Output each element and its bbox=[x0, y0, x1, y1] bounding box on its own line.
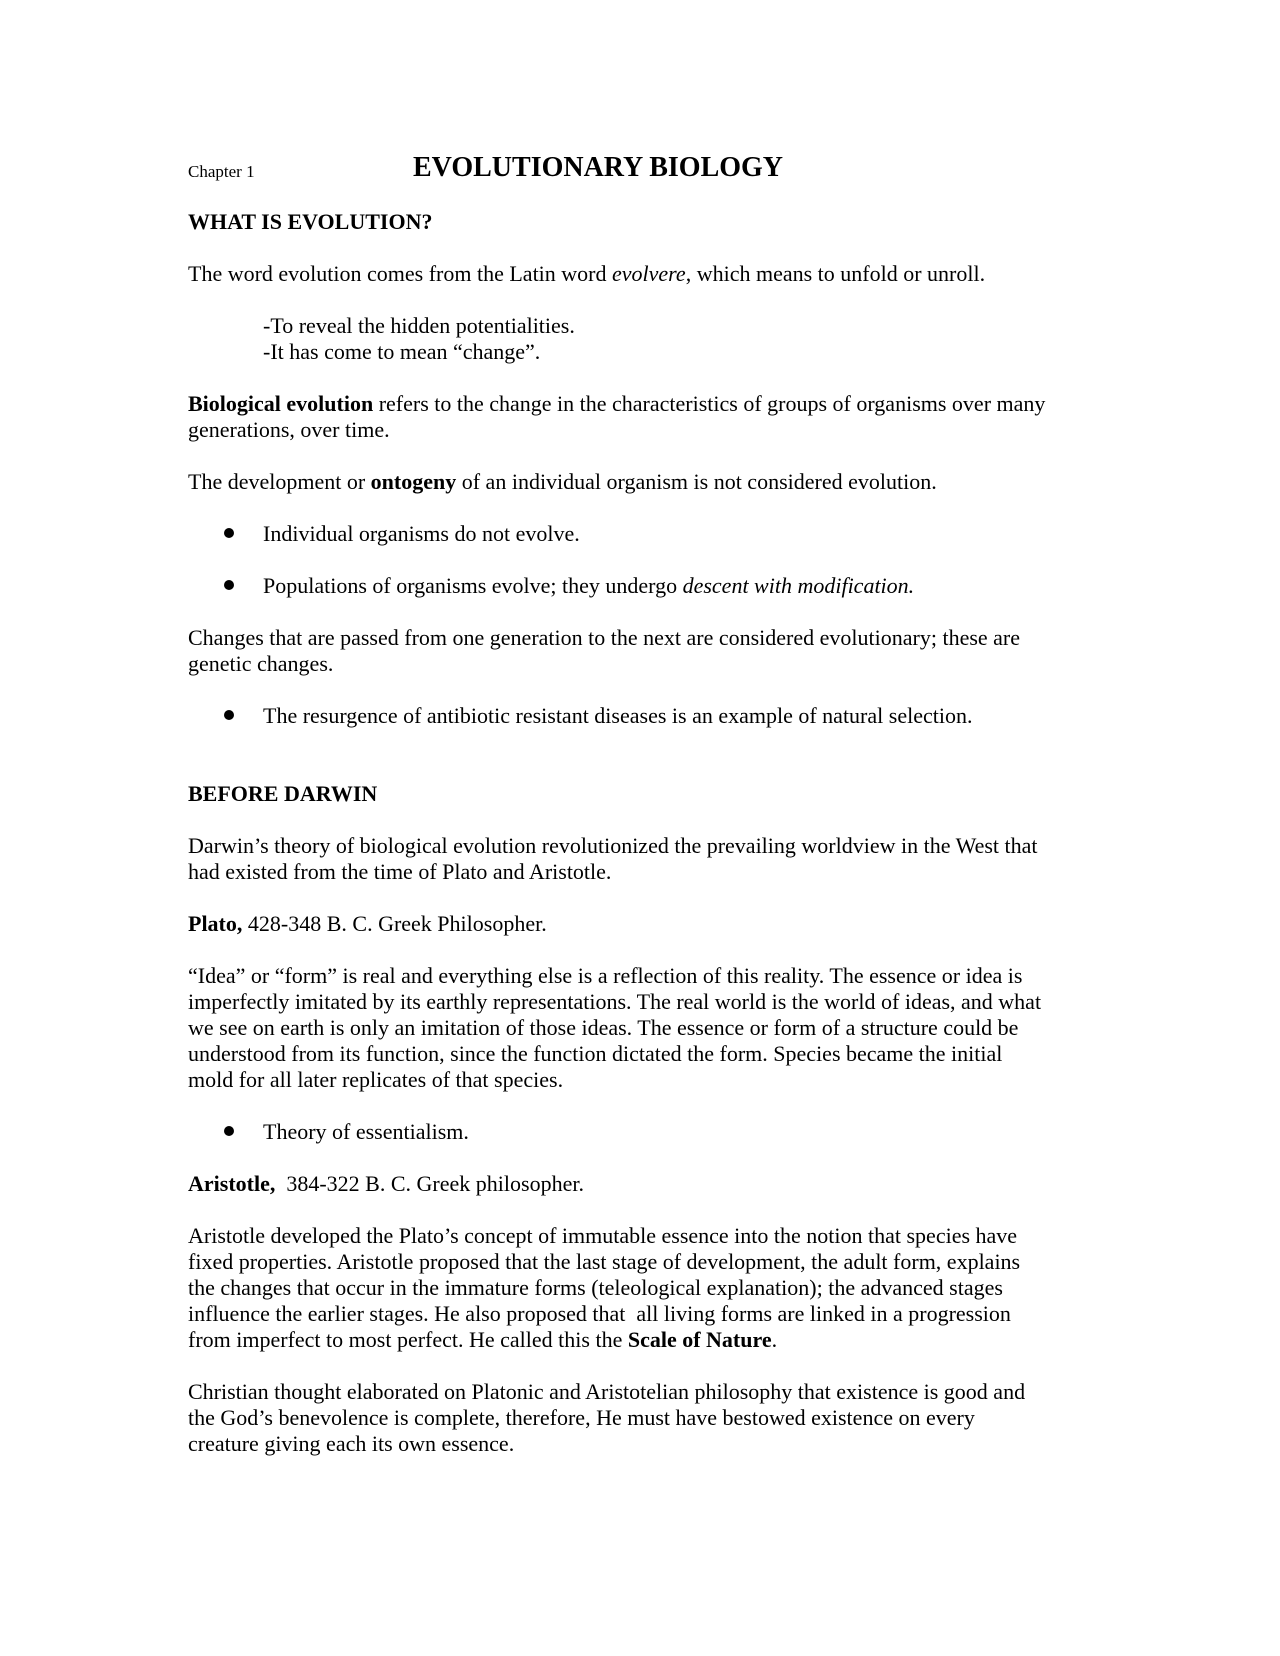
aristotle-paragraph-last-line: from imperfect to most perfect. He called this the Scale of Nature. bbox=[188, 1327, 778, 1352]
bullet-dot bbox=[224, 710, 234, 720]
paragraph-darwin: Darwin’s theory of biological evolution revolutionized the prevailing worldview in the West that bbox=[188, 833, 1038, 858]
paragraph-genetic-changes: Changes that are passed from one generation to the next are considered evolutionary; these are bbox=[188, 625, 1021, 650]
aristotle-heading: Aristotle, 384-322 B. C. Greek philosopher. bbox=[188, 1171, 584, 1196]
plato-heading: Plato, 428-348 B. C. Greek Philosopher. bbox=[188, 911, 547, 936]
aristotle-paragraph-line: fixed properties. Aristotle proposed that the last stage of development, the adult form, explains bbox=[188, 1249, 1021, 1274]
section-heading-what-is-evolution: WHAT IS EVOLUTION? bbox=[188, 209, 433, 234]
paragraph-ontogeny: The development or ontogeny of an individual organism is not considered evolution. bbox=[188, 469, 937, 494]
plato-paragraph-line: “Idea” or “form” is real and everything else is a reflection of this reality. The essence or idea is bbox=[188, 963, 1023, 988]
paragraph-biological-evolution: Biological evolution refers to the change in the characteristics of groups of organisms over many bbox=[188, 391, 1046, 416]
bullet-dot bbox=[224, 1126, 234, 1136]
section-heading-before-darwin: BEFORE DARWIN bbox=[188, 781, 378, 806]
paragraph-genetic-changes-line2: genetic changes. bbox=[188, 651, 334, 676]
paragraph-etymology: The word evolution comes from the Latin word evolvere, which means to unfold or unroll. bbox=[188, 261, 986, 286]
plato-paragraph-line: imperfectly imitated by its earthly representations. The real world is the world of ideas, and what bbox=[188, 989, 1042, 1014]
sub-item-reveal: -To reveal the hidden potentialities. bbox=[263, 313, 575, 338]
plato-paragraph-line: we see on earth is only an imitation of those ideas. The essence or form of a structure could be bbox=[188, 1015, 1019, 1040]
paragraph-darwin-line2: had existed from the time of Plato and Aristotle. bbox=[188, 859, 612, 884]
plato-paragraph-line: mold for all later replicates of that species. bbox=[188, 1067, 564, 1092]
christian-paragraph-line: creature giving each its own essence. bbox=[188, 1431, 515, 1456]
bullet-dot bbox=[224, 580, 234, 590]
plato-paragraph-line: understood from its function, since the function dictated the form. Species became the initial bbox=[188, 1041, 1003, 1066]
aristotle-paragraph-line: the changes that occur in the immature forms (teleological explanation); the advanced stages bbox=[188, 1275, 1003, 1300]
page-title: EVOLUTIONARY BIOLOGY bbox=[413, 152, 784, 183]
title-row bbox=[188, 150, 1088, 186]
bullet-dot bbox=[224, 528, 234, 538]
bullet-individual-organisms: Individual organisms do not evolve. bbox=[263, 521, 580, 546]
christian-paragraph-line: Christian thought elaborated on Platonic and Aristotelian philosophy that existence is good and bbox=[188, 1379, 1026, 1404]
aristotle-paragraph-line: Aristotle developed the Plato’s concept of immutable essence into the notion that species have bbox=[188, 1223, 1018, 1248]
chapter-label: Chapter 1 bbox=[188, 162, 255, 181]
paragraph-biological-evolution-line2: generations, over time. bbox=[188, 417, 390, 442]
bullet-essentialism: Theory of essentialism. bbox=[263, 1119, 469, 1144]
christian-paragraph-line: the God’s benevolence is complete, therefore, He must have bestowed existence on every bbox=[188, 1405, 975, 1430]
bullet-antibiotic-resistance: The resurgence of antibiotic resistant diseases is an example of natural selection. bbox=[263, 703, 973, 728]
bullet-populations-evolve: Populations of organisms evolve; they undergo descent with modification. bbox=[263, 573, 915, 598]
aristotle-paragraph-line: influence the earlier stages. He also proposed that all living forms are linked in a progression bbox=[188, 1301, 1011, 1326]
sub-item-change: -It has come to mean “change”. bbox=[263, 339, 541, 364]
